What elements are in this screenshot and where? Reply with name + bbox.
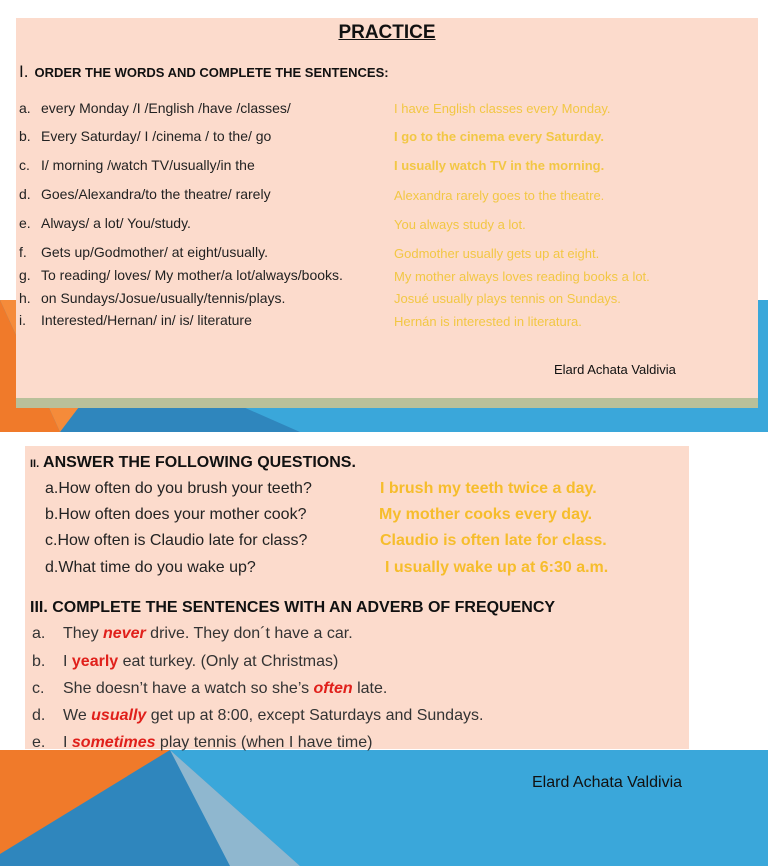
item-prompt: To reading/ loves/ My mother/a lot/always/books. (41, 267, 343, 283)
roman-numeral: II. (30, 458, 40, 470)
sentence-text: eat turkey. (Only at Christmas) (118, 653, 339, 670)
item-prompt: Interested/Hernan/ in/ is/ literature (41, 312, 252, 328)
item-letter: d. (32, 707, 46, 724)
practice-panel (16, 18, 758, 398)
slide-questions (0, 434, 768, 866)
slide-practice (0, 0, 768, 432)
sentence-row (32, 680, 387, 698)
prompt-row (19, 157, 255, 173)
sentence-text: They (63, 625, 104, 642)
item-letter: i. (19, 312, 26, 328)
sentence-text: I (63, 653, 72, 670)
item-letter: b. (19, 128, 31, 144)
section-heading-1 (19, 62, 389, 82)
item-answer: My mother always loves reading books a lot. (394, 269, 650, 284)
section-heading-3: III. COMPLETE THE SENTENCES WITH AN ADVERB OF FREQUENCY (30, 599, 556, 616)
adverb-answer: often (313, 680, 353, 697)
item-letter: a. (32, 625, 46, 642)
item-answer: I go to the cinema every Saturday. (394, 129, 604, 144)
item-prompt: Every Saturday/ I /cinema / to the/ go (41, 128, 272, 144)
prompt-row (19, 244, 268, 260)
item-letter: a. (19, 100, 31, 116)
heading-text: ANSWER THE FOLLOWING QUESTIONS. (39, 454, 356, 471)
item-prompt: I/ morning /watch TV/usually/in the (41, 157, 255, 173)
sentence-row (32, 653, 338, 671)
item-prompt: Goes/Alexandra/to the theatre/ rarely (41, 186, 271, 202)
item-letter: e. (32, 734, 46, 751)
item-letter: c. (32, 680, 45, 697)
sentence-text: get up at 8:00, except Saturdays and Sundays. (146, 707, 484, 724)
sentence-text: We (63, 707, 92, 724)
adverb-answer: never (103, 625, 146, 642)
item-prompt: Always/ a lot/ You/study. (41, 215, 191, 231)
section-heading-2 (30, 454, 356, 472)
sentence-row (32, 707, 483, 725)
item-letter: g. (19, 267, 31, 283)
item-prompt: on Sundays/Josue/usually/tennis/plays. (41, 290, 286, 306)
item-answer: I usually watch TV in the morning. (394, 158, 605, 173)
prompt-row (19, 186, 271, 202)
adverb-answer: usually (91, 707, 147, 724)
answer: I usually wake up at 6:30 a.m. (385, 559, 609, 576)
item-letter: e. (19, 215, 31, 231)
author-signature: Elard Achata Valdivia (554, 362, 676, 377)
sentence-text: play tennis (when I have time) (155, 734, 373, 751)
question: d.What time do you wake up? (45, 559, 256, 576)
answer: I brush my teeth twice a day. (380, 480, 597, 497)
item-letter: f. (19, 244, 27, 260)
question: a.How often do you brush your teeth? (45, 480, 312, 497)
prompt-row (19, 312, 252, 328)
answer: My mother cooks every day. (379, 506, 593, 523)
sentence-text: I (63, 734, 72, 751)
item-answer: Godmother usually gets up at eight. (394, 246, 600, 261)
sentence-text: drive. They don´t have a car. (145, 625, 353, 642)
roman-numeral: I. (19, 62, 29, 81)
heading-text: ORDER THE WORDS AND COMPLETE THE SENTENCES: (34, 65, 389, 80)
sentence-row (32, 734, 372, 752)
item-answer: Hernán is interested in literatura. (394, 314, 582, 329)
prompt-row (19, 100, 291, 116)
item-letter: d. (19, 186, 31, 202)
item-prompt: every Monday /I /English /have /classes/ (41, 100, 291, 116)
question: c.How often is Claudio late for class? (45, 532, 308, 549)
item-letter: b. (32, 653, 46, 670)
item-prompt: Gets up/Godmother/ at eight/usually. (41, 244, 268, 260)
item-answer: I have English classes every Monday. (394, 101, 611, 116)
prompt-row (19, 215, 191, 231)
prompt-row (19, 267, 343, 283)
question: b.How often does your mother cook? (45, 506, 307, 523)
author-signature: Elard Achata Valdivia (532, 774, 683, 791)
adverb-answer: sometimes (71, 734, 156, 751)
prompt-row (19, 128, 271, 144)
item-letter: c. (19, 157, 30, 173)
sentence-text: late. (352, 680, 388, 697)
adverb-answer: yearly (71, 653, 119, 670)
prompt-row (19, 290, 285, 306)
sentence-text: She doesn’t have a watch so she’s (63, 680, 314, 697)
page-title: PRACTICE (338, 22, 436, 43)
answer: Claudio is often late for class. (380, 532, 607, 549)
panel-footer-bar (16, 398, 758, 408)
questions-panel (25, 446, 689, 749)
item-letter: h. (19, 290, 31, 306)
sentence-row (32, 625, 353, 643)
item-answer: Josué usually plays tennis on Sundays. (394, 291, 621, 306)
item-answer: You always study a lot. (394, 217, 526, 232)
item-answer: Alexandra rarely goes to the theatre. (394, 188, 605, 203)
